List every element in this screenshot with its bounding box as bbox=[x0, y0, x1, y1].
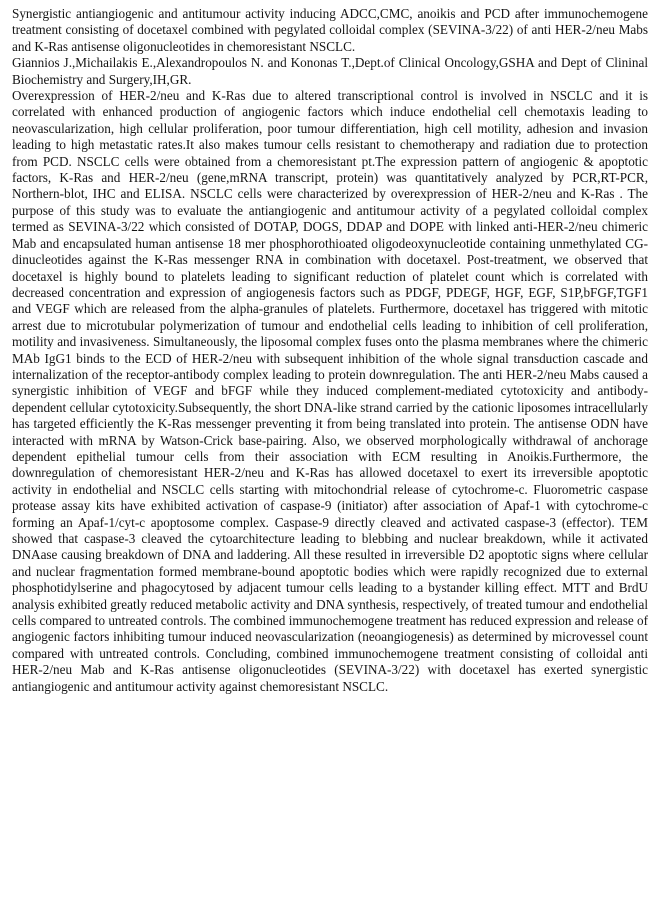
author-affiliations: Giannios J.,Michailakis E.,Alexandropoulos N. and Kononas T.,Dept.of Clinical Oncology,GSHA and Dept of Clininal Biochemistry and Surgery,IH,GR. bbox=[12, 55, 648, 87]
abstract-title: Synergistic antiangiogenic and antitumour activity inducing ADCC,CMC, anoikis and PCD after immunochemogene treatment consisting of docetaxel combined with pegylated colloidal complex (SEVINA-3/22) of anti HER-2/neu Mabs and K-Ras antisense oligonucleotides in chemoresistant NSCLC. bbox=[12, 6, 648, 54]
abstract-page bbox=[12, 6, 648, 695]
abstract-body: Overexpression of HER-2/neu and K-Ras due to altered transcriptional control is involved in NSCLC and it is correlated with enhanced production of angiogenic factors which induce endothelial cell chemotaxis leading to neovascularization, high cellular proliferation, poor tumour differentiation, high cell motility, adhesion and invasion leading to high metastatic rates.It also makes tumour cells resistant to chemotherapy and radiation due to protection from PCD. NSCLC cells were obtained from a chemoresistant pt.The expression pattern of angiogenic & apoptotic factors, K-Ras and HER-2/neu (gene,mRNA transcript, protein) was quantitatively analyzed by PCR,RT-PCR, Northern-blot, IHC and ELISA. NSCLC cells were characterized by overexpression of HER-2/neu and K-Ras . The purpose of this study was to evaluate the antiangiogenic and antitumour activity of a pegylated colloidal complex termed as SEVINA-3/22 which consisted of DOTAP, DOGS, DDAP and DOPE with linked anti-HER-2/neu chimeric Mab and encapsulated human antisense 18 mer phosphorothioated oligodeoxynucleotide containing unmethylated CG-dinucleotides against the K-Ras messenger RNA in combination with docetaxel. Post-treatment, we observed that docetaxel is highly bound to platelets leading to significant reduction of platelet count which is correlated with decreased concentration and expression of angiogenesis factors such as PDGF, PDEGF, HGF, EGF, S1P,bFGF,TGF1 and VEGF which are released from the alpha-granules of platelets. Furthermore, docetaxel has triggered with mitotic arrest due to microtubular polymerization of tumour and endothelial cells leading to inhibition of cell proliferation, motility and invasiveness. Simultaneously, the liposomal complex fuses onto the plasma membranes where the chimeric MAb IgG1 binds to the ECD of HER-2/neu with subsequent inhibition of the whole signal transduction cascade and internalization of the receptor-antibody complex leading to protein downregulation. The anti HER-2/neu Mabs caused a synergistic inhibition of VEGF and bFGF while they induced complement-mediated cytotoxicity and antibody-dependent cellular cytotoxicity.Subsequently, the short DNA-like strand carried by the cationic liposomes intracellularly has targeted efficiently the K-Ras messenger preventing it from being translated into protein. The antisense ODN have interacted with mRNA by Watson-Crick base-pairing. Also, we observed morphologically withdrawal of anchorage dependent epithelial tumour cells from their association with ECM resulting in Anoikis.Furthermore, the downregulation of chemoresistant HER-2/neu and K-Ras has allowed docetaxel to exert its irreversible apoptotic activity in endothelial and NSCLC cells starting with mitochondrial release of cytochrome-c. Fluorometric caspase protease assay kits have exhibited activation of caspase-9 (initiator) after association of Apaf-1 with cytochrome-c forming an Apaf-1/cyt-c apoptosome complex. Caspase-9 directly cleaved and activated caspase-3 (effector). TEM showed that caspase-3 cleaved the cytoarchitecture leading to blebbing and nuclear breakdown, while it activated DNAase causing breakdown of DNA and laddering. All these resulted in irreversible D2 apoptotic signs where cellular and nuclear fragmentation formed membrane-bound apoptotic bodies which were rapidly recognized due to external phosphotidylserine and phagocytosed by adjacent tumour cells leading to a bystander killing effect. MTT and BrdU analysis exhibited greatly reduced metabolic activity and DNA synthesis, respectively, of treated tumour and endothelial cells compared to untreated controls. The combined immunochemogene treatment has reduced expression and release of angiogenic factors inhibiting tumour induced neovascularization (neoangiogenesis) as determined by microvessel count compared with untreated controls. Concluding, combined immunochemogene treatment consisting of colloidal anti HER-2/neu Mab and K-Ras antisense oligonucleotides (SEVINA-3/22) with docetaxel has exerted synergistic antiangiogenic and antitumour activity against chemoresistant NSCLC. bbox=[12, 88, 648, 694]
